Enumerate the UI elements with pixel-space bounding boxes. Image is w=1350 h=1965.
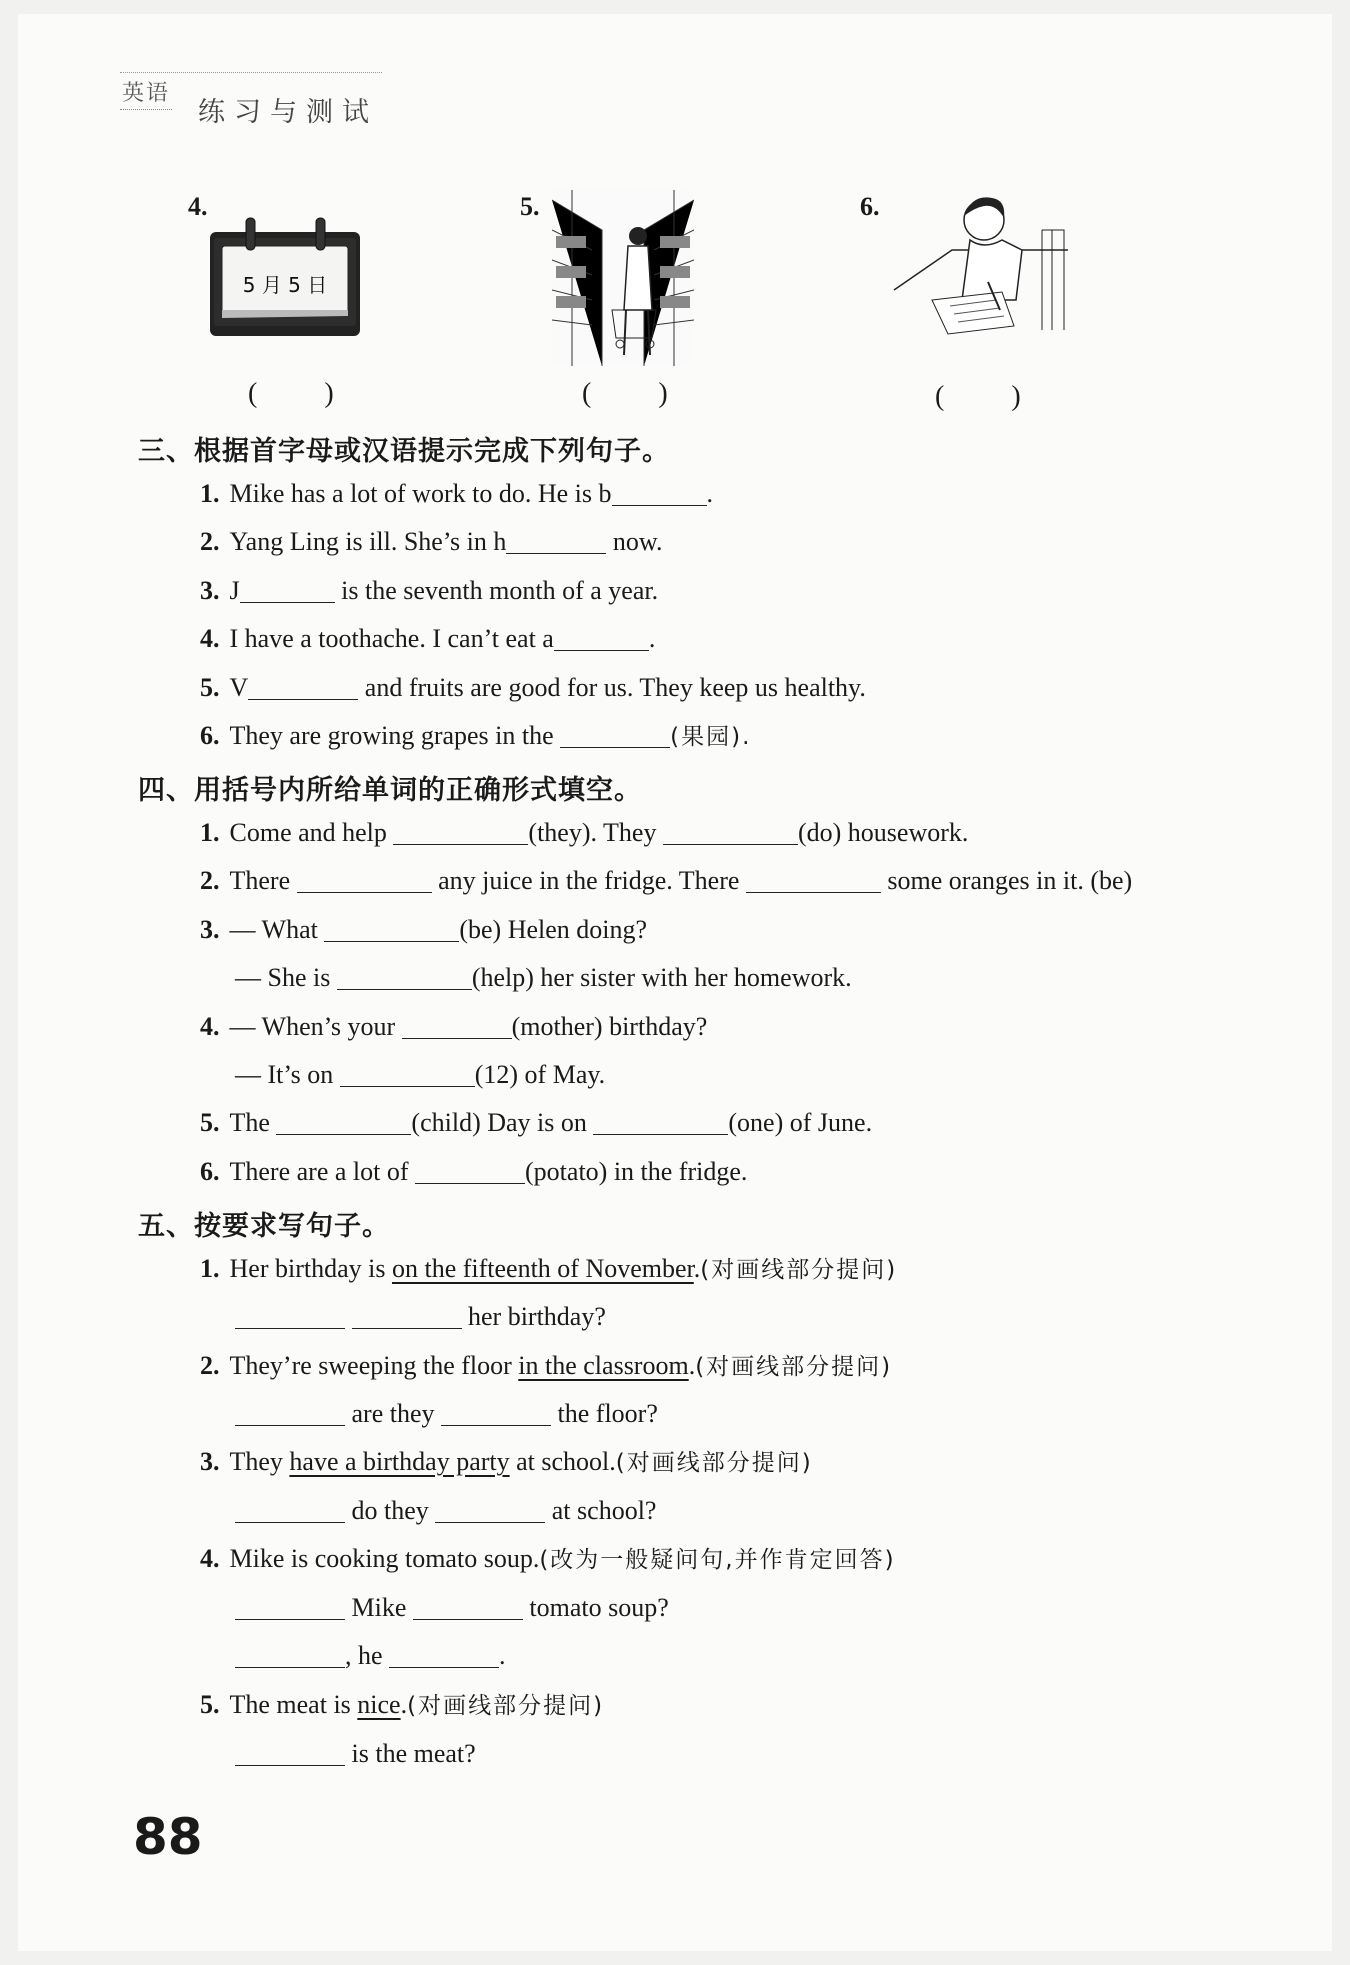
q-text: any juice in the fridge. There bbox=[431, 866, 746, 895]
s5-question-4 bbox=[200, 1542, 896, 1577]
section-3-title: 三、根据首字母或汉语提示完成下列句子。 bbox=[138, 436, 670, 467]
picture-4-answer[interactable]: ( ) bbox=[248, 378, 364, 409]
answer-blank[interactable] bbox=[560, 721, 670, 748]
underlined-part: on the fifteenth of November bbox=[391, 1254, 694, 1283]
underlined-part: have a birthday party bbox=[289, 1447, 510, 1476]
supermarket-picture bbox=[552, 190, 694, 366]
answer-blank[interactable] bbox=[240, 576, 335, 603]
section-4-title: 四、用括号内所给单词的正确形式填空。 bbox=[138, 775, 642, 806]
s5-question-5-answer bbox=[235, 1737, 476, 1771]
q-number: 1. bbox=[200, 479, 220, 508]
picture-6-number: 6. bbox=[860, 192, 880, 221]
q-text: J bbox=[229, 576, 240, 605]
q-text: , he bbox=[345, 1641, 390, 1670]
q-text: . bbox=[648, 624, 656, 653]
q-text: at school? bbox=[545, 1496, 657, 1525]
q-text: . bbox=[499, 1641, 506, 1670]
q-text: — What bbox=[229, 915, 325, 944]
q-text: and fruits are good for us. They keep us healthy. bbox=[358, 673, 866, 702]
q-text: the floor? bbox=[551, 1399, 658, 1428]
answer-blank[interactable] bbox=[612, 479, 707, 506]
q-number: 2. bbox=[200, 866, 220, 895]
q-number: 3. bbox=[200, 1447, 220, 1476]
answer-blank[interactable] bbox=[235, 1593, 345, 1620]
answer-blank[interactable] bbox=[276, 1108, 411, 1135]
answer-blank[interactable] bbox=[402, 1012, 512, 1039]
s4-question-2 bbox=[200, 864, 1132, 898]
q-text: . bbox=[693, 1254, 701, 1283]
q-number: 5. bbox=[200, 1108, 220, 1137]
q-number: 4. bbox=[200, 624, 220, 653]
header-title: 练习与测试 bbox=[198, 97, 378, 128]
s5-question-4-answer bbox=[235, 1591, 669, 1625]
answer-blank[interactable] bbox=[746, 866, 881, 893]
picture-5-number: 5. bbox=[520, 192, 540, 221]
q-text: are they bbox=[345, 1399, 442, 1428]
q-number: 4. bbox=[200, 1544, 220, 1573]
q-instruction: (对画线部分提问) bbox=[695, 1354, 893, 1380]
answer-blank[interactable] bbox=[393, 818, 528, 845]
q-number: 1. bbox=[200, 818, 220, 847]
q-text: There are a lot of bbox=[229, 1157, 416, 1186]
s5-question-2 bbox=[200, 1349, 892, 1384]
s4-question-3-reply bbox=[235, 961, 852, 995]
q-text: They’re sweeping the floor bbox=[229, 1351, 519, 1380]
s5-question-3 bbox=[200, 1445, 813, 1480]
answer-blank[interactable] bbox=[663, 818, 798, 845]
q-number: 2. bbox=[200, 527, 220, 556]
q-text: . bbox=[706, 479, 714, 508]
q-number: 3. bbox=[200, 576, 220, 605]
picture-5-answer[interactable]: ( ) bbox=[582, 378, 698, 409]
q-text: — She is bbox=[235, 963, 337, 992]
answer-blank[interactable] bbox=[435, 1496, 545, 1523]
answer-blank[interactable] bbox=[506, 527, 606, 554]
s4-question-3 bbox=[200, 913, 647, 947]
answer-blank[interactable] bbox=[352, 1302, 462, 1329]
q-number: 4. bbox=[200, 1012, 220, 1041]
s3-question-4 bbox=[200, 622, 655, 656]
q-number: 5. bbox=[200, 1690, 220, 1719]
answer-blank[interactable] bbox=[337, 963, 472, 990]
q-text: (mother) birthday? bbox=[511, 1012, 708, 1041]
q-number: 1. bbox=[200, 1254, 220, 1283]
q-text: tomato soup? bbox=[522, 1593, 669, 1622]
answer-blank[interactable] bbox=[235, 1641, 345, 1668]
q-instruction: (改为一般疑问句,并作肯定回答) bbox=[539, 1547, 896, 1573]
calendar-picture bbox=[208, 214, 366, 342]
s3-question-1 bbox=[200, 477, 713, 511]
answer-blank[interactable] bbox=[554, 624, 649, 651]
q-text: Mike is cooking tomato soup. bbox=[229, 1544, 540, 1573]
q-text: They are growing grapes in the bbox=[229, 721, 561, 750]
answer-blank[interactable] bbox=[415, 1157, 525, 1184]
s5-question-1-answer bbox=[235, 1300, 606, 1334]
calendar-date: 5 月 5 日 bbox=[242, 273, 328, 297]
s5-question-1 bbox=[200, 1252, 897, 1287]
q-text: There bbox=[229, 866, 297, 895]
picture-6-answer[interactable]: ( ) bbox=[935, 381, 1051, 412]
q-text: . bbox=[400, 1690, 408, 1719]
answer-blank[interactable] bbox=[297, 866, 432, 893]
q-instruction: (对画线部分提问) bbox=[700, 1257, 898, 1283]
q-text: I have a toothache. I can’t eat a bbox=[229, 624, 554, 653]
answer-blank[interactable] bbox=[389, 1641, 499, 1668]
q-text: (potato) in the fridge. bbox=[525, 1157, 748, 1186]
s4-question-6 bbox=[200, 1155, 747, 1189]
q-text: (12) of May. bbox=[474, 1060, 606, 1089]
answer-blank[interactable] bbox=[235, 1302, 345, 1329]
q-text: her birthday? bbox=[461, 1302, 606, 1331]
boy-writing-picture bbox=[892, 190, 1068, 340]
s5-question-4-short-answer bbox=[235, 1639, 506, 1673]
header-subject: 英语 bbox=[120, 76, 172, 110]
s3-question-6 bbox=[200, 719, 751, 754]
q-text: . bbox=[688, 1351, 696, 1380]
s3-question-5 bbox=[200, 671, 866, 705]
q-text: do they bbox=[345, 1496, 436, 1525]
s3-question-2 bbox=[200, 525, 663, 559]
s3-question-3 bbox=[200, 574, 658, 608]
q-text: — When’s your bbox=[229, 1012, 402, 1041]
q-number: 6. bbox=[200, 1157, 220, 1186]
q-text: is the seventh month of a year. bbox=[334, 576, 659, 605]
underlined-part: nice bbox=[357, 1690, 401, 1719]
q-text: some oranges in it. (be) bbox=[880, 866, 1133, 895]
q-text: (they). They bbox=[528, 818, 663, 847]
q-text: Yang Ling is ill. She’s in h bbox=[229, 527, 507, 556]
answer-blank[interactable] bbox=[248, 673, 358, 700]
q-hint: (果园). bbox=[670, 724, 752, 750]
section-5-title: 五、按要求写句子。 bbox=[138, 1211, 390, 1242]
q-text: Her birthday is bbox=[229, 1254, 392, 1283]
header-rule bbox=[120, 72, 382, 73]
q-text: (help) her sister with her homework. bbox=[471, 963, 852, 992]
answer-blank[interactable] bbox=[413, 1593, 523, 1620]
page-number: 88 bbox=[133, 1808, 203, 1866]
q-text: is the meat? bbox=[345, 1739, 476, 1768]
q-text: The meat is bbox=[229, 1690, 358, 1719]
picture-4-number: 4. bbox=[188, 192, 208, 221]
q-instruction: (对画线部分提问) bbox=[615, 1450, 813, 1476]
answer-blank[interactable] bbox=[593, 1108, 728, 1135]
q-text: (be) Helen doing? bbox=[459, 915, 648, 944]
q-number: 5. bbox=[200, 673, 220, 702]
s5-question-2-answer bbox=[235, 1397, 658, 1431]
s4-question-5 bbox=[200, 1106, 872, 1140]
answer-blank[interactable] bbox=[235, 1399, 345, 1426]
underlined-part: in the classroom bbox=[518, 1351, 689, 1380]
q-text: at school. bbox=[509, 1447, 616, 1476]
q-number: 3. bbox=[200, 915, 220, 944]
s5-question-5 bbox=[200, 1688, 604, 1723]
s5-question-3-answer bbox=[235, 1494, 656, 1528]
answer-blank[interactable] bbox=[235, 1739, 345, 1766]
q-text: Come and help bbox=[229, 818, 394, 847]
answer-blank[interactable] bbox=[235, 1496, 345, 1523]
answer-blank[interactable] bbox=[340, 1060, 475, 1087]
q-text: (one) of June. bbox=[728, 1108, 873, 1137]
q-text: V bbox=[229, 673, 249, 702]
s4-question-4-reply bbox=[235, 1058, 605, 1092]
q-text: (child) Day is on bbox=[411, 1108, 594, 1137]
q-text: The bbox=[229, 1108, 277, 1137]
answer-blank[interactable] bbox=[441, 1399, 551, 1426]
q-instruction: (对画线部分提问) bbox=[407, 1693, 605, 1719]
q-text: They bbox=[229, 1447, 290, 1476]
q-text: Mike bbox=[345, 1593, 413, 1622]
answer-blank[interactable] bbox=[324, 915, 459, 942]
q-text: — It’s on bbox=[235, 1060, 340, 1089]
s4-question-4 bbox=[200, 1010, 707, 1044]
q-text: (do) housework. bbox=[797, 818, 969, 847]
q-text: now. bbox=[606, 527, 663, 556]
q-number: 2. bbox=[200, 1351, 220, 1380]
s4-question-1 bbox=[200, 816, 968, 850]
q-number: 6. bbox=[200, 721, 220, 750]
q-text: Mike has a lot of work to do. He is b bbox=[229, 479, 612, 508]
